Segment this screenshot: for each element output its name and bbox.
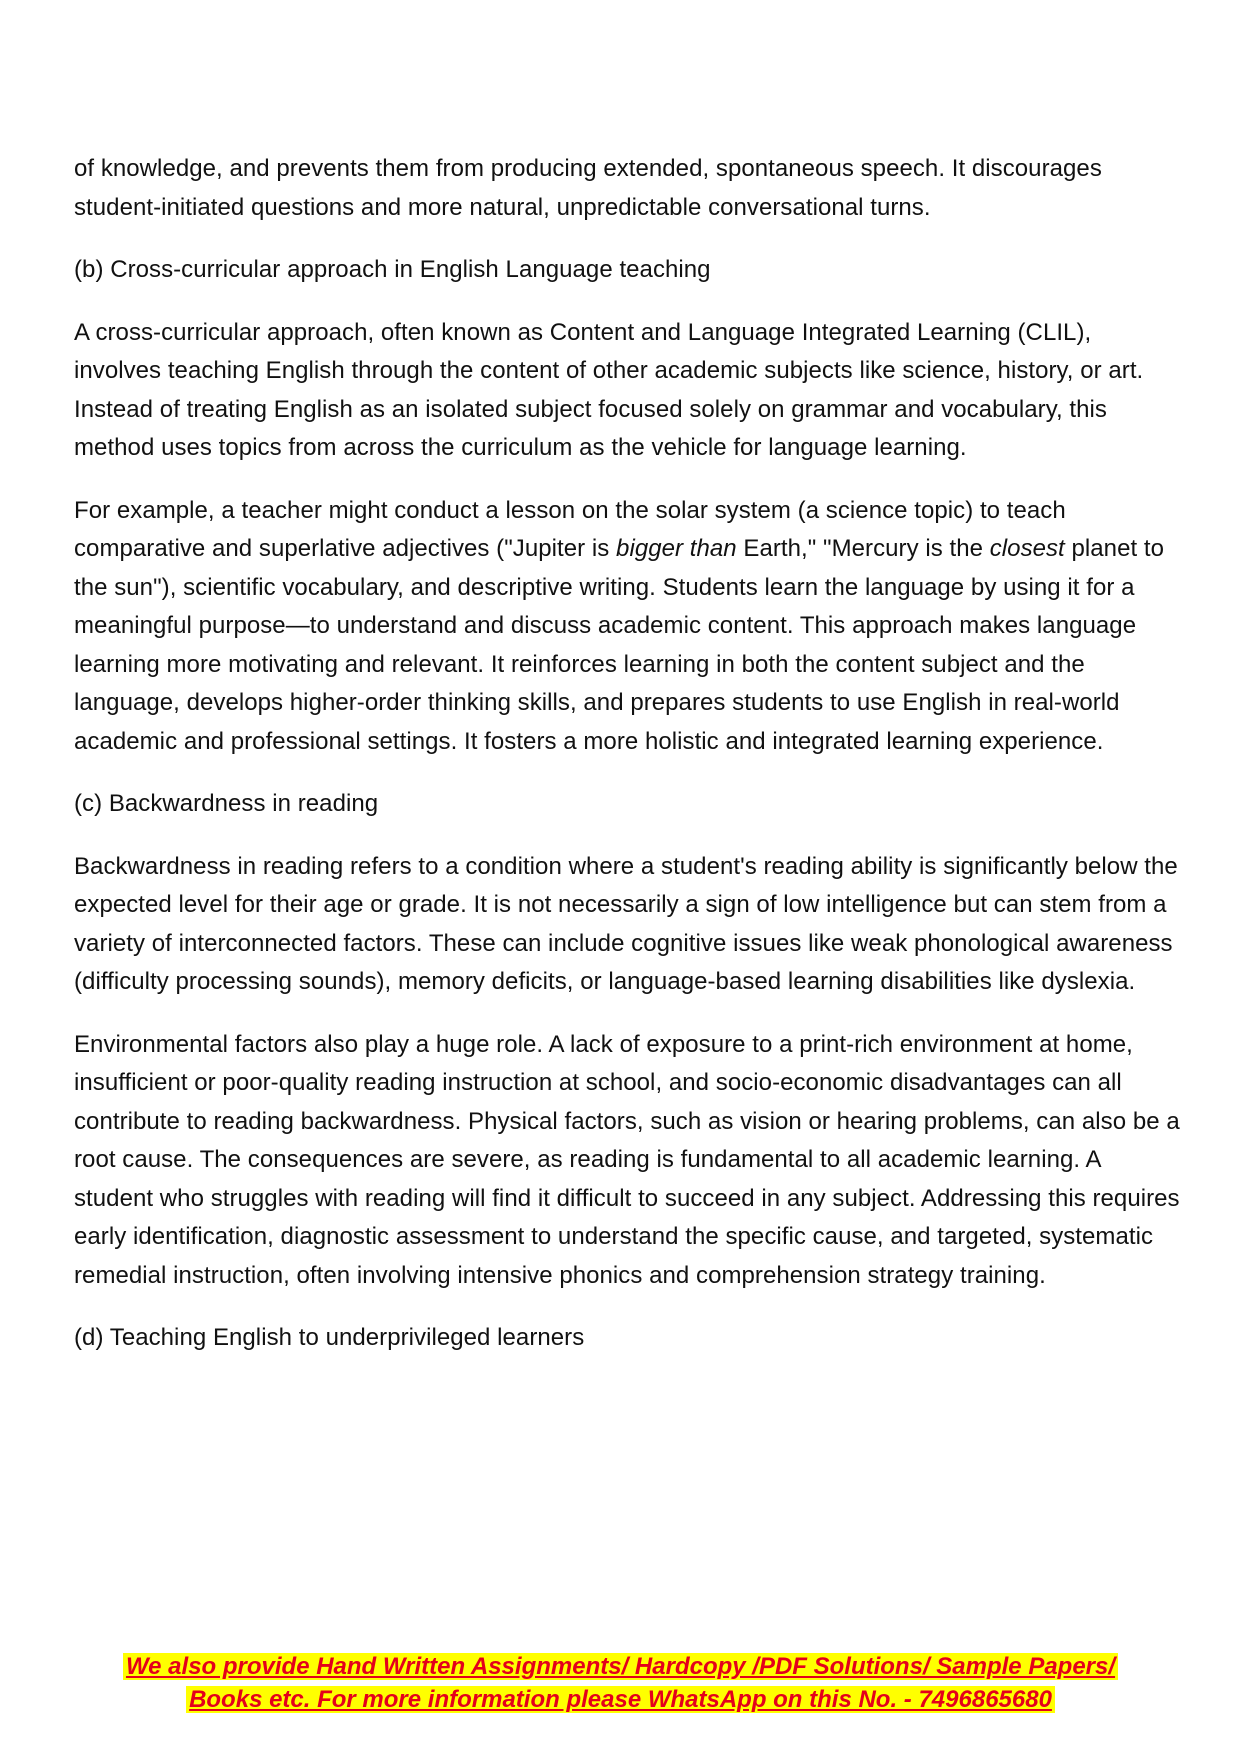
section-heading-d: (d) Teaching English to underprivileged learners <box>74 1324 585 1351</box>
paragraph-clil-example <box>74 492 1184 762</box>
promo-text: Books etc. For more information please WhatsApp on this No. - 7496865680 <box>186 1686 1055 1713</box>
document-body <box>74 150 1184 1382</box>
section-heading-c: (c) Backwardness in reading <box>74 790 379 817</box>
paragraph-backwardness-definition: Backwardness in reading refers to a condition where a student's reading ability is significantly below the expected level for their age or grade. It is not necessarily a sign of low intelligence but can stem from a variety of interconnected factors. These can include cognitive issues like weak phonological awareness (difficulty processing sounds), memory deficits, or language-based learning disabilities like dyslexia. <box>74 852 1178 995</box>
paragraph-text: For example, a teacher might conduct a lesson on the solar system (a science topic) to teach comparative and superlative adjectives ("Jupiter is <box>74 496 1066 562</box>
paragraph-clil-definition: A cross-curricular approach, often known as Content and Language Integrated Learning (CLIL), involves teaching English through the content of other academic subjects like science, history, or art. Instead of treating English as an isolated subject focused solely on grammar and vocabulary, this method uses topics from across the curriculum as the vehicle for language learning. <box>74 318 1144 461</box>
promo-line-2 <box>0 1683 1241 1716</box>
italic-phrase: bigger than <box>616 535 737 562</box>
paragraph-continuation: of knowledge, and prevents them from producing extended, spontaneous speech. It discourages student-initiated questions and more natural, unpredictable conversational turns. <box>74 155 1102 221</box>
paragraph-text: planet to the sun"), scientific vocabulary, and descriptive writing. Students learn the language by using it for a meaningful purpose—to understand and discuss academic content. This approach makes language learning more motivating and relevant. It reinforces learning in both the content subject and the language, develops higher-order thinking skills, and prepares students to use English in real-world academic and professional settings. It fosters a more holistic and integrated learning experience. <box>74 535 1165 755</box>
promo-footer <box>0 1650 1241 1716</box>
promo-text: We also provide Hand Written Assignments/ Hardcopy /PDF Solutions/ Sample Papers/ <box>123 1653 1118 1680</box>
paragraph-text: Earth," "Mercury is the <box>736 535 990 562</box>
italic-phrase: closest <box>989 535 1065 562</box>
paragraph-environmental-factors: Environmental factors also play a huge role. A lack of exposure to a print-rich environment at home, insufficient or poor-quality reading instruction at school, and socio-economic disadvantages can all contribute to reading backwardness. Physical factors, such as vision or hearing problems, can also be a root cause. The consequences are severe, as reading is fundamental to all academic learning. A student who struggles with reading will find it difficult to succeed in any subject. Addressing this requires early identification, diagnostic assessment to understand the specific cause, and targeted, systematic remedial instruction, often involving intensive phonics and comprehension strategy training. <box>74 1030 1180 1289</box>
promo-line-1 <box>0 1650 1241 1683</box>
section-heading-b: (b) Cross-curricular approach in English Language teaching <box>74 256 711 283</box>
